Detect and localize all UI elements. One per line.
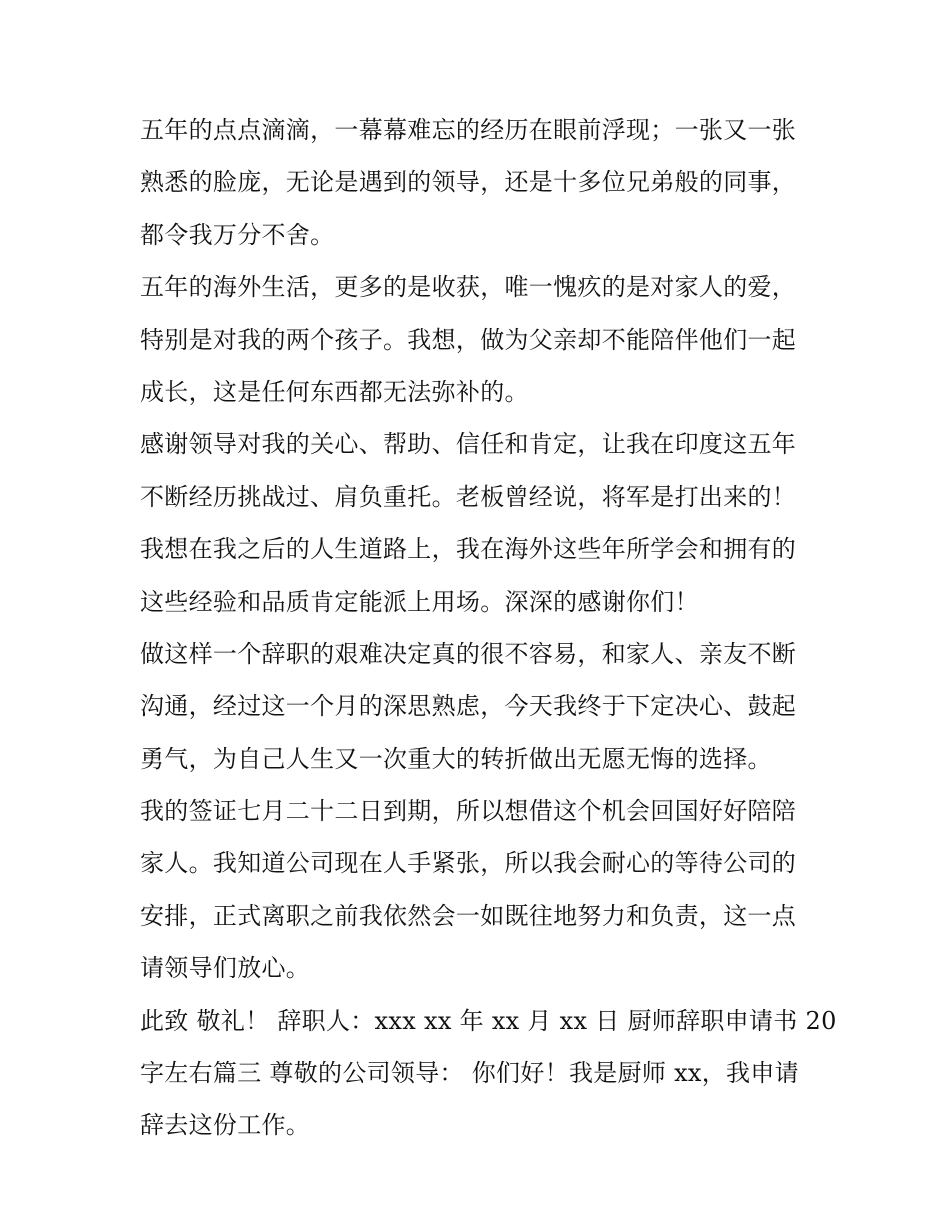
text-line: 这些经验和品质肯定能派上用场。深深的感谢你们！: [140, 587, 699, 616]
text-line: 五年的点点滴滴，一幕幕难忘的经历在眼前浮现；一张又一张: [140, 116, 797, 144]
text-line: 辞去这份工作。: [140, 1111, 311, 1140]
text-line: 沟通，经过这一个月的深思熟虑，今天我终于下定决心、鼓起: [140, 692, 797, 721]
paragraph-6: [140, 998, 837, 1155]
text-line: 成长，这是任何东西都无法弥补的。: [140, 377, 529, 406]
text-line: 做这样一个辞职的艰难决定真的很不容易，和家人、亲友不断: [140, 639, 797, 668]
text-line: 感谢领导对我的关心、帮助、信任和肯定，让我在印度这五年: [140, 430, 797, 459]
paragraph-2: [140, 264, 820, 421]
document-body: [140, 107, 837, 1155]
paragraph-1: [140, 107, 820, 264]
paragraph-3: [140, 421, 820, 631]
text-line: 五年的海外生活，更多的是收获，唯一愧疚的是对家人的爱，: [140, 273, 797, 302]
text-line: 此致 敬礼！ 辞职人：xxx xx 年 xx 月 xx 日 厨师辞职申请书 20: [140, 1006, 837, 1035]
paragraph-4: [140, 631, 820, 788]
text-line: 字左右篇三 尊敬的公司领导： 你们好！我是厨师 xx，我申请: [140, 1059, 799, 1088]
text-line: 不断经历挑战过、肩负重托。老板曾经说，将军是打出来的！: [140, 482, 797, 511]
text-line: 请领导们放心。: [140, 954, 311, 983]
text-line: 特别是对我的两个孩子。我想，做为父亲却不能陪伴他们一起: [140, 325, 797, 354]
text-line: 勇气，为自己人生又一次重大的转折做出无愿无悔的选择。: [140, 744, 772, 773]
text-line: 熟悉的脸庞，无论是遇到的领导，还是十多位兄弟般的同事，: [140, 168, 797, 197]
paragraph-5: [140, 788, 820, 998]
text-line: 我的签证七月二十二日到期，所以想借这个机会回国好好陪陪: [140, 797, 797, 826]
text-line: 我想在我之后的人生道路上，我在海外这些年所学会和拥有的: [140, 535, 797, 564]
text-line: 家人。我知道公司现在人手紧张，所以我会耐心的等待公司的: [140, 849, 797, 878]
text-line: 安排，正式离职之前我依然会一如既往地努力和负责，这一点: [140, 901, 797, 930]
text-line: 都令我万分不舍。: [140, 220, 335, 249]
